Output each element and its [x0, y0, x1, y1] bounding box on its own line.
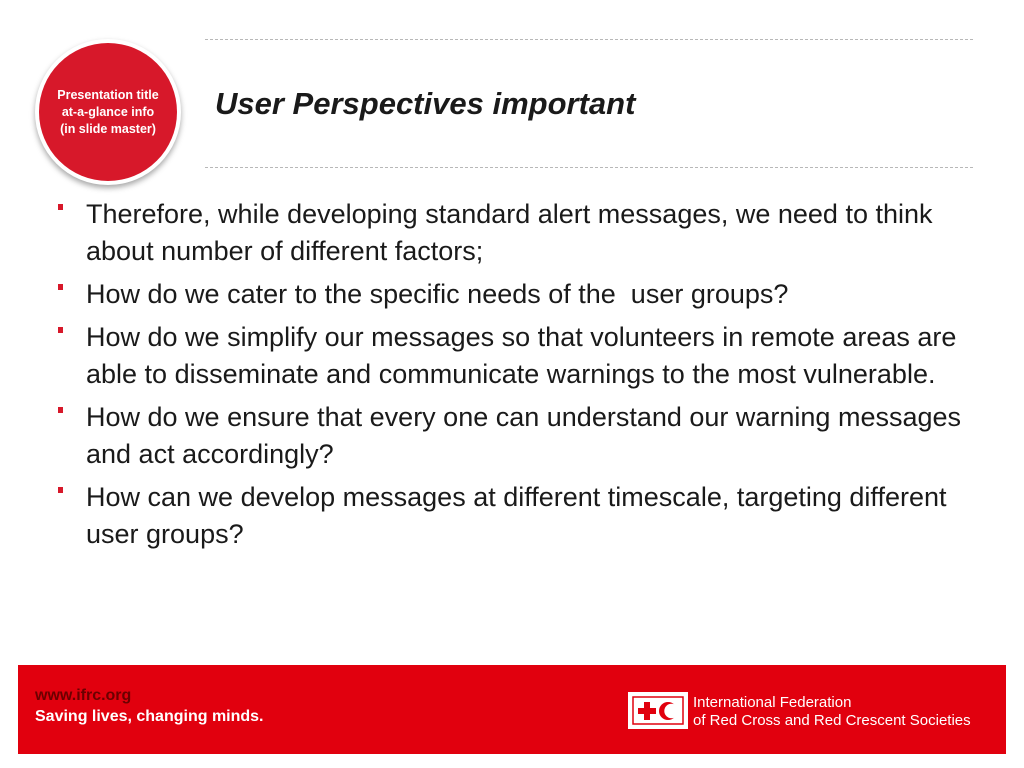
top-divider	[205, 39, 973, 40]
bullet-marker-icon	[58, 284, 63, 290]
bullet-item	[55, 399, 985, 473]
bullet-text: How do we cater to the specific needs of the user groups?	[86, 279, 789, 309]
logo-graphic	[630, 694, 686, 727]
red-cross-red-crescent-logo-icon	[628, 692, 688, 729]
bullet-text: How can we develop messages at different timescale, targeting different user groups?	[86, 482, 954, 549]
bullet-item	[55, 319, 985, 393]
bottom-divider	[205, 167, 973, 168]
badge-line: (in slide master)	[60, 121, 156, 136]
bullet-marker-icon	[58, 407, 63, 413]
footer-tagline: Saving lives, changing minds.	[35, 708, 264, 725]
badge-circle	[39, 43, 177, 181]
org-name-line-2: of Red Cross and Red Crescent Societies	[693, 712, 971, 729]
bullet-list	[55, 196, 985, 559]
bullet-marker-icon	[58, 327, 63, 333]
slide-title: User Perspectives important	[215, 86, 636, 121]
bullet-marker-icon	[58, 487, 63, 493]
bullet-item	[55, 479, 985, 553]
org-name-line-1: International Federation	[693, 694, 852, 711]
bullet-item	[55, 196, 985, 270]
bullet-item	[55, 276, 985, 313]
bullet-text: How do we ensure that every one can understand our warning messages and act accordingly?	[86, 402, 969, 469]
footer-bar	[18, 665, 1006, 754]
logo-crescent-inner	[664, 704, 678, 718]
bullet-text: How do we simplify our messages so that volunteers in remote areas are able to disseminate and communicate warnings to the most vulnerable.	[86, 322, 964, 389]
badge-line: at-a-glance info	[61, 104, 155, 119]
bullet-text: Therefore, while developing standard alert messages, we need to think about number of different factors;	[86, 199, 941, 266]
title-badge	[35, 39, 181, 185]
footer-url-link[interactable]: www.ifrc.org	[35, 687, 132, 704]
logo-cross-horizontal	[638, 708, 656, 714]
badge-line: Presentation title	[57, 87, 159, 102]
bullet-marker-icon	[58, 204, 63, 210]
